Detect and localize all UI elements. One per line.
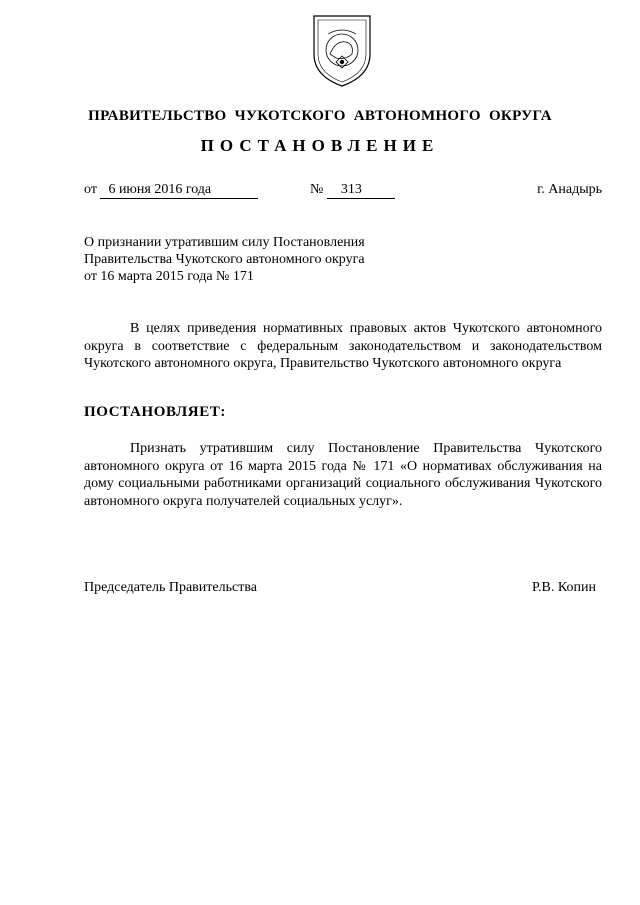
decree-heading: ПОСТАНОВЛЯЕТ: — [84, 404, 227, 420]
organization-title: ПРАВИТЕЛЬСТВО ЧУКОТСКОГО АВТОНОМНОГО ОКРУГА — [88, 108, 552, 124]
decision-paragraph: Признать утратившим силу Постановление Правительства Чукотского автономного округа от 16 марта 2015 года № 171 «О нормативах обслуживания на дому социальными работниками организаций социального обслуживания Чукотского автономного округа получателей социальных услуг». — [84, 441, 602, 509]
document-type: ПОСТАНОВЛЕНИЕ — [200, 136, 440, 155]
signatory-name: Р.В. Копин — [532, 580, 596, 595]
subject-line: О признании утратившим силу Постановления — [84, 235, 365, 250]
signatory-position: Председатель Правительства — [84, 580, 257, 595]
coat-of-arms-icon — [306, 10, 378, 90]
document-place: г. Анадырь — [537, 182, 602, 197]
document-subject — [84, 234, 406, 285]
number-value: 313 — [327, 182, 395, 199]
document-date — [84, 182, 258, 199]
date-value: 6 июня 2016 года — [100, 182, 258, 199]
subject-line: от 16 марта 2015 года № 171 — [84, 269, 254, 284]
number-prefix: № — [310, 182, 324, 197]
document-number — [310, 182, 395, 199]
date-prefix: от — [84, 182, 97, 197]
preamble-paragraph: В целях приведения нормативных правовых актов Чукотского автономного округа в соответствие с федеральным законодательством и законодательством Чукотского автономного округа, Правительство Чукотского автономного округа — [84, 321, 602, 371]
subject-line: Правительства Чукотского автономного округа — [84, 252, 365, 267]
